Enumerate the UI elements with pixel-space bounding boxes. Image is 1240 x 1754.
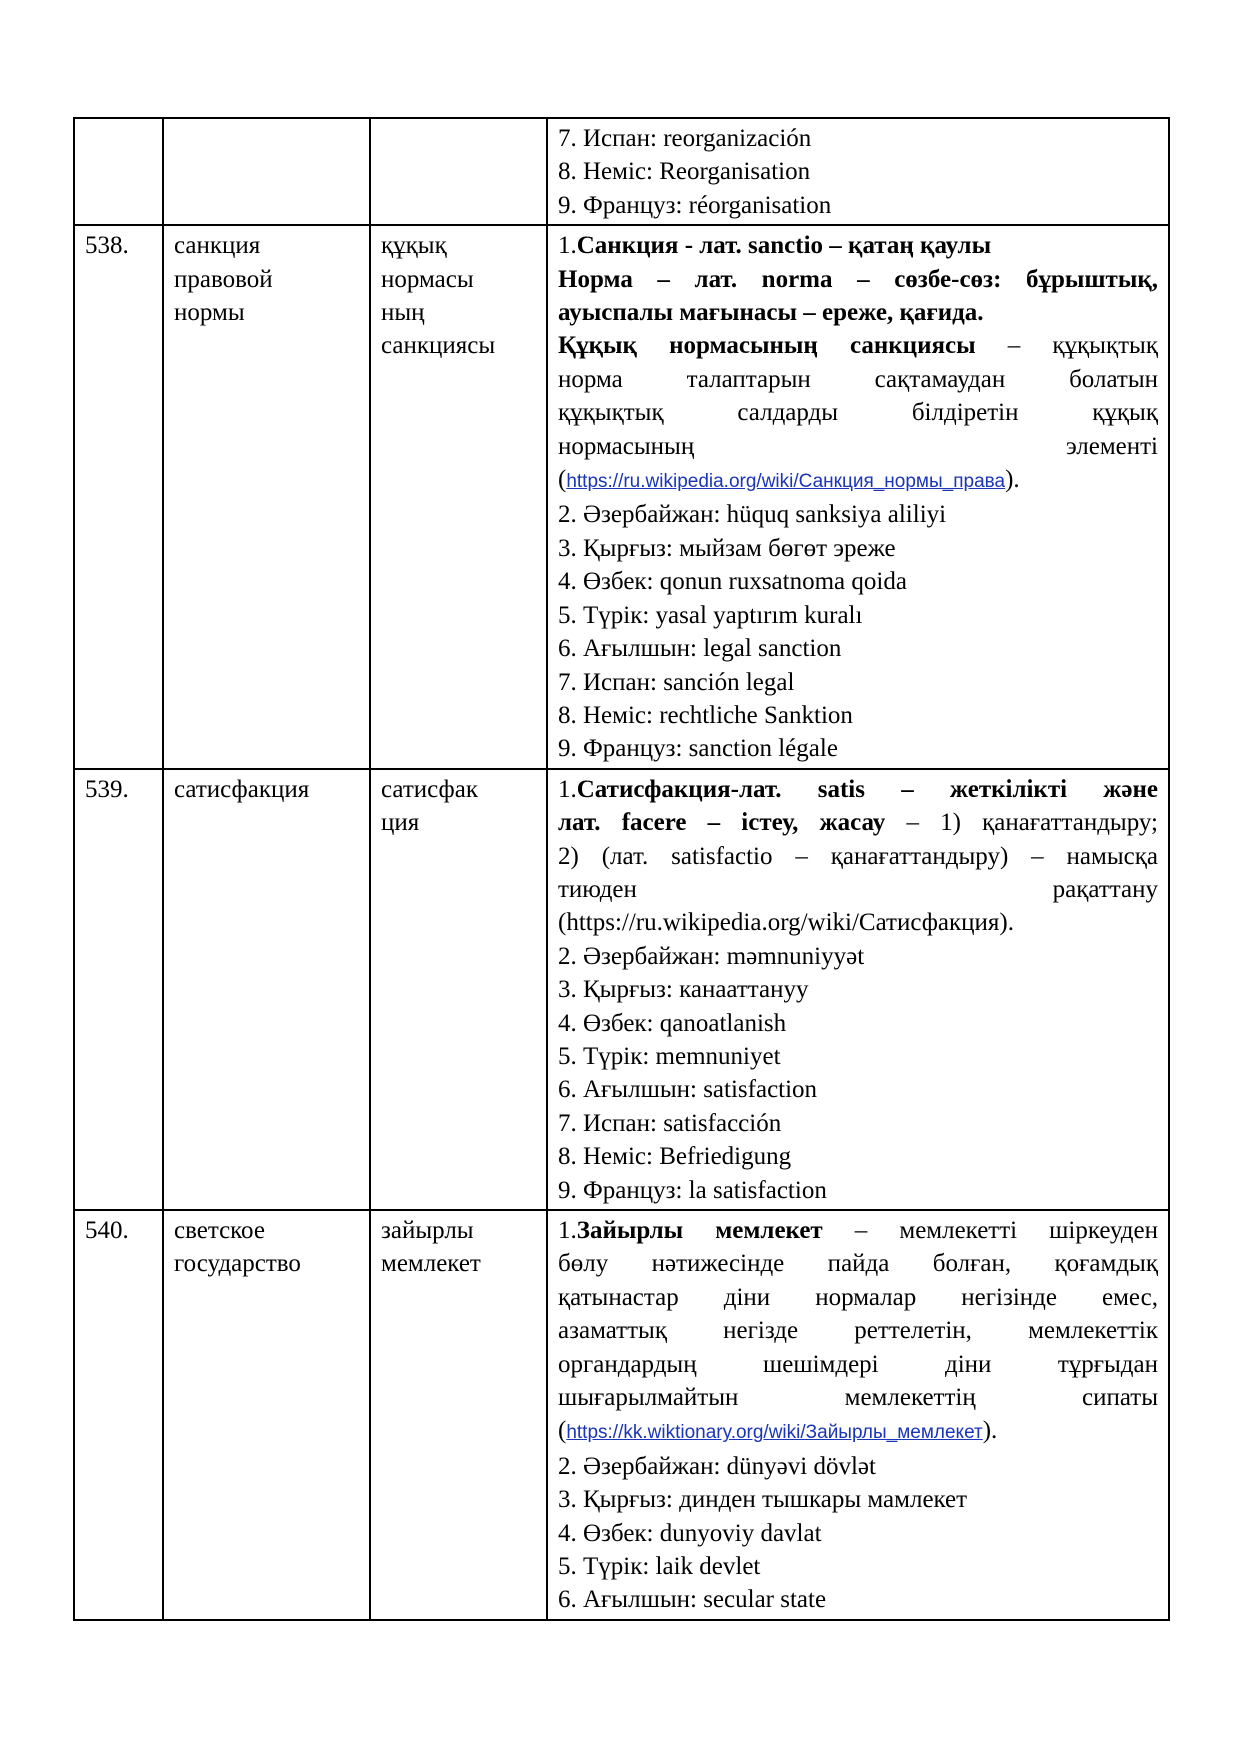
translation-line: 5. Түрік: yasal yaptırım kuralı [558, 601, 863, 629]
kazakh-term [370, 118, 547, 225]
russian-term: сатисфакция [163, 769, 370, 1210]
glossary-table [73, 117, 1170, 1621]
translation-line: 9. Француз: la satisfaction [558, 1176, 827, 1204]
translation-line: 8. Неміс: rechtliche Sanktion [558, 701, 853, 729]
definition-line: шығарылмайтын мемлекеттің сипаты [558, 1384, 1158, 1412]
definition-cell [547, 118, 1169, 225]
source-link[interactable]: https://ru.wikipedia.org/wiki/Санкция_нормы_права [566, 471, 1006, 493]
translation-line: 8. Неміс: Reorganisation [558, 158, 811, 186]
translation-line: 8. Неміс: Befriedigung [558, 1143, 792, 1171]
definition-heading: 1.Сатисфакция-лат. satis – жеткілікті және [558, 775, 1158, 803]
translation-line: 4. Өзбек: qanoatlanish [558, 1009, 787, 1037]
translation-line: 6. Ағылшын: satisfaction [558, 1076, 818, 1104]
kazakh-term: зайырлы мемлекет [370, 1210, 547, 1620]
definition-cell [547, 1210, 1169, 1620]
translation-line: 3. Қырғыз: мыйзам бөгөт эреже [558, 534, 896, 562]
definition-cell [547, 769, 1169, 1210]
translation-line: 6. Ағылшын: secular state [558, 1586, 827, 1614]
definition-line: бөлу нәтижесінде пайда болған, қоғамдық [558, 1250, 1158, 1278]
definition-line: 2) (лат. satisfactio – қанағаттандыру) – намысқа [558, 842, 1158, 870]
entry-number: 539. [74, 769, 163, 1210]
translation-line: 7. Испан: sanción legal [558, 668, 795, 696]
definition-line: қатынастар діни нормалар негізінде емес, [558, 1283, 1158, 1311]
russian-term: светское государство [163, 1210, 370, 1620]
page [73, 117, 1168, 1621]
definition-line: құқықтық салдарды білдіретін құқық [558, 399, 1158, 427]
source-line: (https://ru.wikipedia.org/wiki/Санкция_нормы_права). [558, 466, 1020, 494]
translation-line: 5. Түрік: laik devlet [558, 1553, 761, 1581]
translation-line: 6. Ағылшын: legal sanction [558, 635, 842, 663]
kazakh-term: құқық нормасы ның санкциясы [370, 225, 547, 769]
table-row [74, 225, 1169, 769]
translation-line: 7. Испан: reorganización [558, 125, 812, 152]
translation-line: 4. Өзбек: dunyoviy davlat [558, 1519, 822, 1547]
table-row [74, 1210, 1169, 1620]
definition-line: лат. facere – істеу, жасау – 1) қанағаттандыру; [558, 809, 1158, 837]
source-line: (https://kk.wiktionary.org/wiki/Зайырлы_мемлекет). [558, 1417, 998, 1445]
entry-number: 540. [74, 1210, 163, 1620]
translation-line: 2. Әзербайжан: hüquq sanksiya aliliyi [558, 501, 947, 529]
kazakh-term: сатисфак ция [370, 769, 547, 1210]
entry-number [74, 118, 163, 225]
definition-heading: 1.Санкция - лат. sanctio – қатаң қаулы [558, 232, 992, 260]
translation-line: 3. Қырғыз: динден тышкары мамлекет [558, 1486, 968, 1514]
translation-line: 4. Өзбек: qonun ruxsatnoma qoida [558, 568, 907, 596]
definition-line: органдардың шешімдері діни тұрғыдан [558, 1350, 1158, 1378]
table-row [74, 118, 1169, 225]
entry-number: 538. [74, 225, 163, 769]
source-line: (https://ru.wikipedia.org/wiki/Сатисфакция). [558, 909, 1015, 937]
source-link[interactable]: https://kk.wiktionary.org/wiki/Зайырлы_мемлекет [566, 1422, 983, 1444]
definition-line: Норма – лат. norma – сөзбе-сөз: бұрыштық, [558, 265, 1158, 293]
translation-line: 9. Француз: réorganisation [558, 191, 832, 219]
definition-line: норма талаптарын сақтамаудан болатын [558, 365, 1158, 393]
definition-line: нормасының элементі [558, 432, 1158, 460]
definition-cell [547, 225, 1169, 769]
translation-line: 5. Түрік: memnuniyet [558, 1042, 781, 1070]
translation-line: 9. Француз: sanction légale [558, 735, 838, 763]
definition-heading: 1.Зайырлы мемлекет – мемлекетті шіркеуден [558, 1217, 1158, 1244]
definition-line: ауыспалы мағынасы – ереже, қағида. [558, 299, 984, 327]
translation-line: 2. Әзербайжан: məmnuniyyət [558, 942, 865, 970]
russian-term [163, 118, 370, 225]
definition-line: азаматтық негізде реттелетін, мемлекеттік [558, 1317, 1158, 1345]
definition-line: тиюден рақаттану [558, 875, 1158, 903]
definition-line: Құқық нормасының санкциясы – құқықтық [558, 332, 1158, 360]
table-row [74, 769, 1169, 1210]
translation-line: 7. Испан: satisfacción [558, 1109, 782, 1137]
translation-line: 3. Қырғыз: канааттануу [558, 976, 809, 1004]
translation-line: 2. Әзербайжан: dünyəvi dövlət [558, 1452, 876, 1480]
russian-term: санкция правовой нормы [163, 225, 370, 769]
